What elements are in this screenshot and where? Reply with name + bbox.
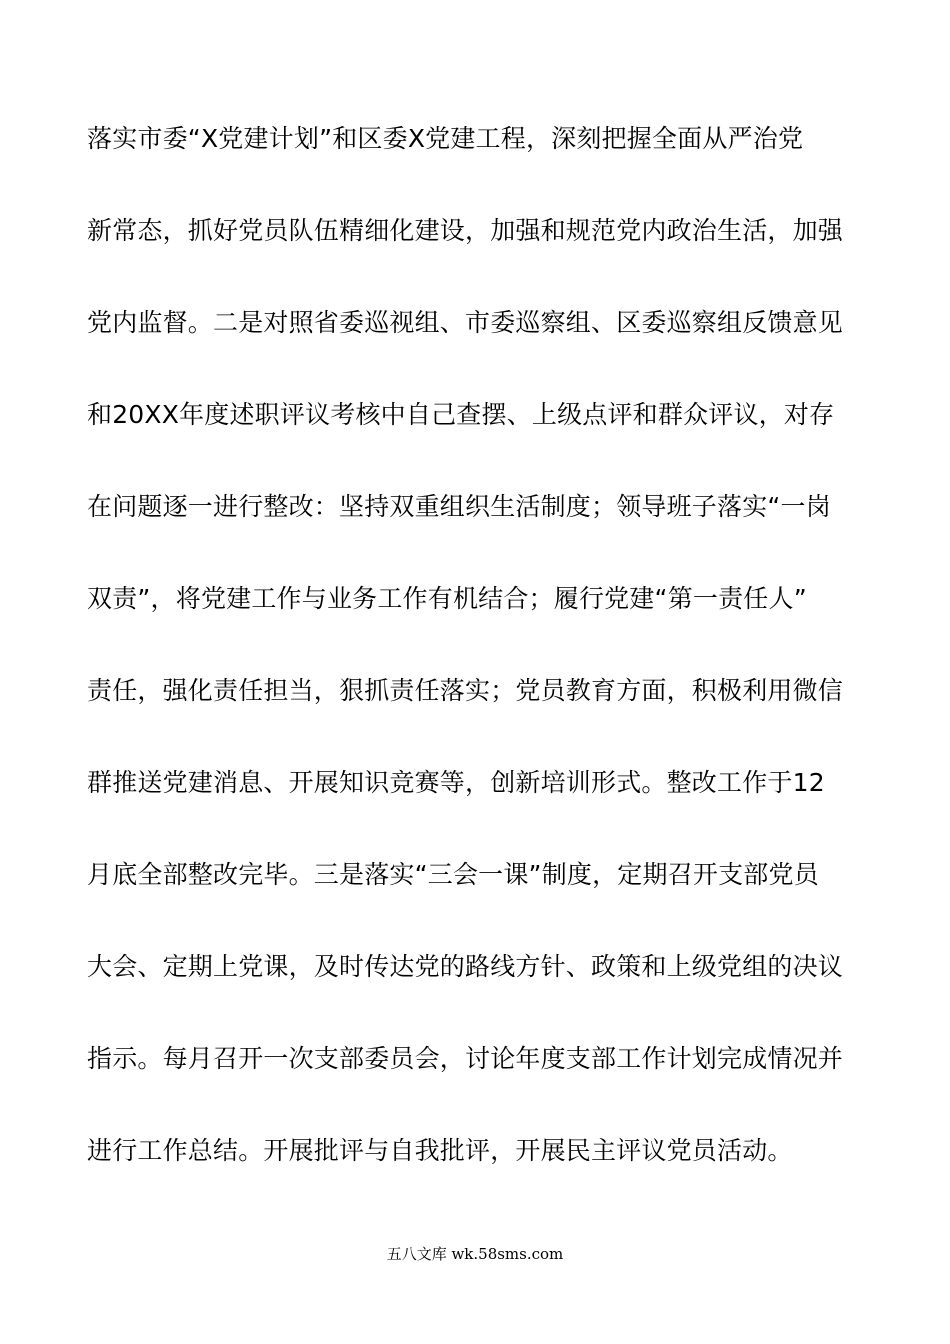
text-line: 进行工作总结。开展批评与自我批评，开展民主评议党员活动。 [87, 1136, 793, 1165]
text-line: 责任，强化责任担当，狠抓责任落实；党员教育方面，积极利用微信 [87, 676, 844, 705]
text-line: 双责”，将党建工作与业务工作有机结合；履行党建“第一责任人” [87, 584, 807, 613]
text-line: 指示。每月召开一次支部委员会，讨论年度支部工作计划完成情况并 [87, 1044, 844, 1073]
text-line: 落实市委“X党建计划”和区委X党建工程，深刻把握全面从严治党 [87, 124, 804, 153]
text-line: 月底全部整改完毕。三是落实“三会一课”制度，定期召开支部党员 [87, 860, 819, 889]
text-line: 和20XX年度述职评议考核中自己查摆、上级点评和群众评议，对存 [87, 400, 835, 429]
text-line: 在问题逐一进行整改：坚持双重组织生活制度；领导班子落实“一岗 [87, 492, 831, 521]
text-line: 新常态，抓好党员队伍精细化建设，加强和规范党内政治生活，加强 [87, 216, 844, 245]
text-line: 党内监督。二是对照省委巡视组、市委巡察组、区委巡察组反馈意见 [87, 308, 844, 337]
body-text [87, 114, 877, 1218]
footer-watermark: 五八文库 wk.58sms.com [386, 1245, 564, 1263]
text-line: 群推送党建消息、开展知识竞赛等，创新培训形式。整改工作于12 [87, 768, 825, 797]
text-line: 大会、定期上党课，及时传达党的路线方针、政策和上级党组的决议 [87, 952, 844, 981]
